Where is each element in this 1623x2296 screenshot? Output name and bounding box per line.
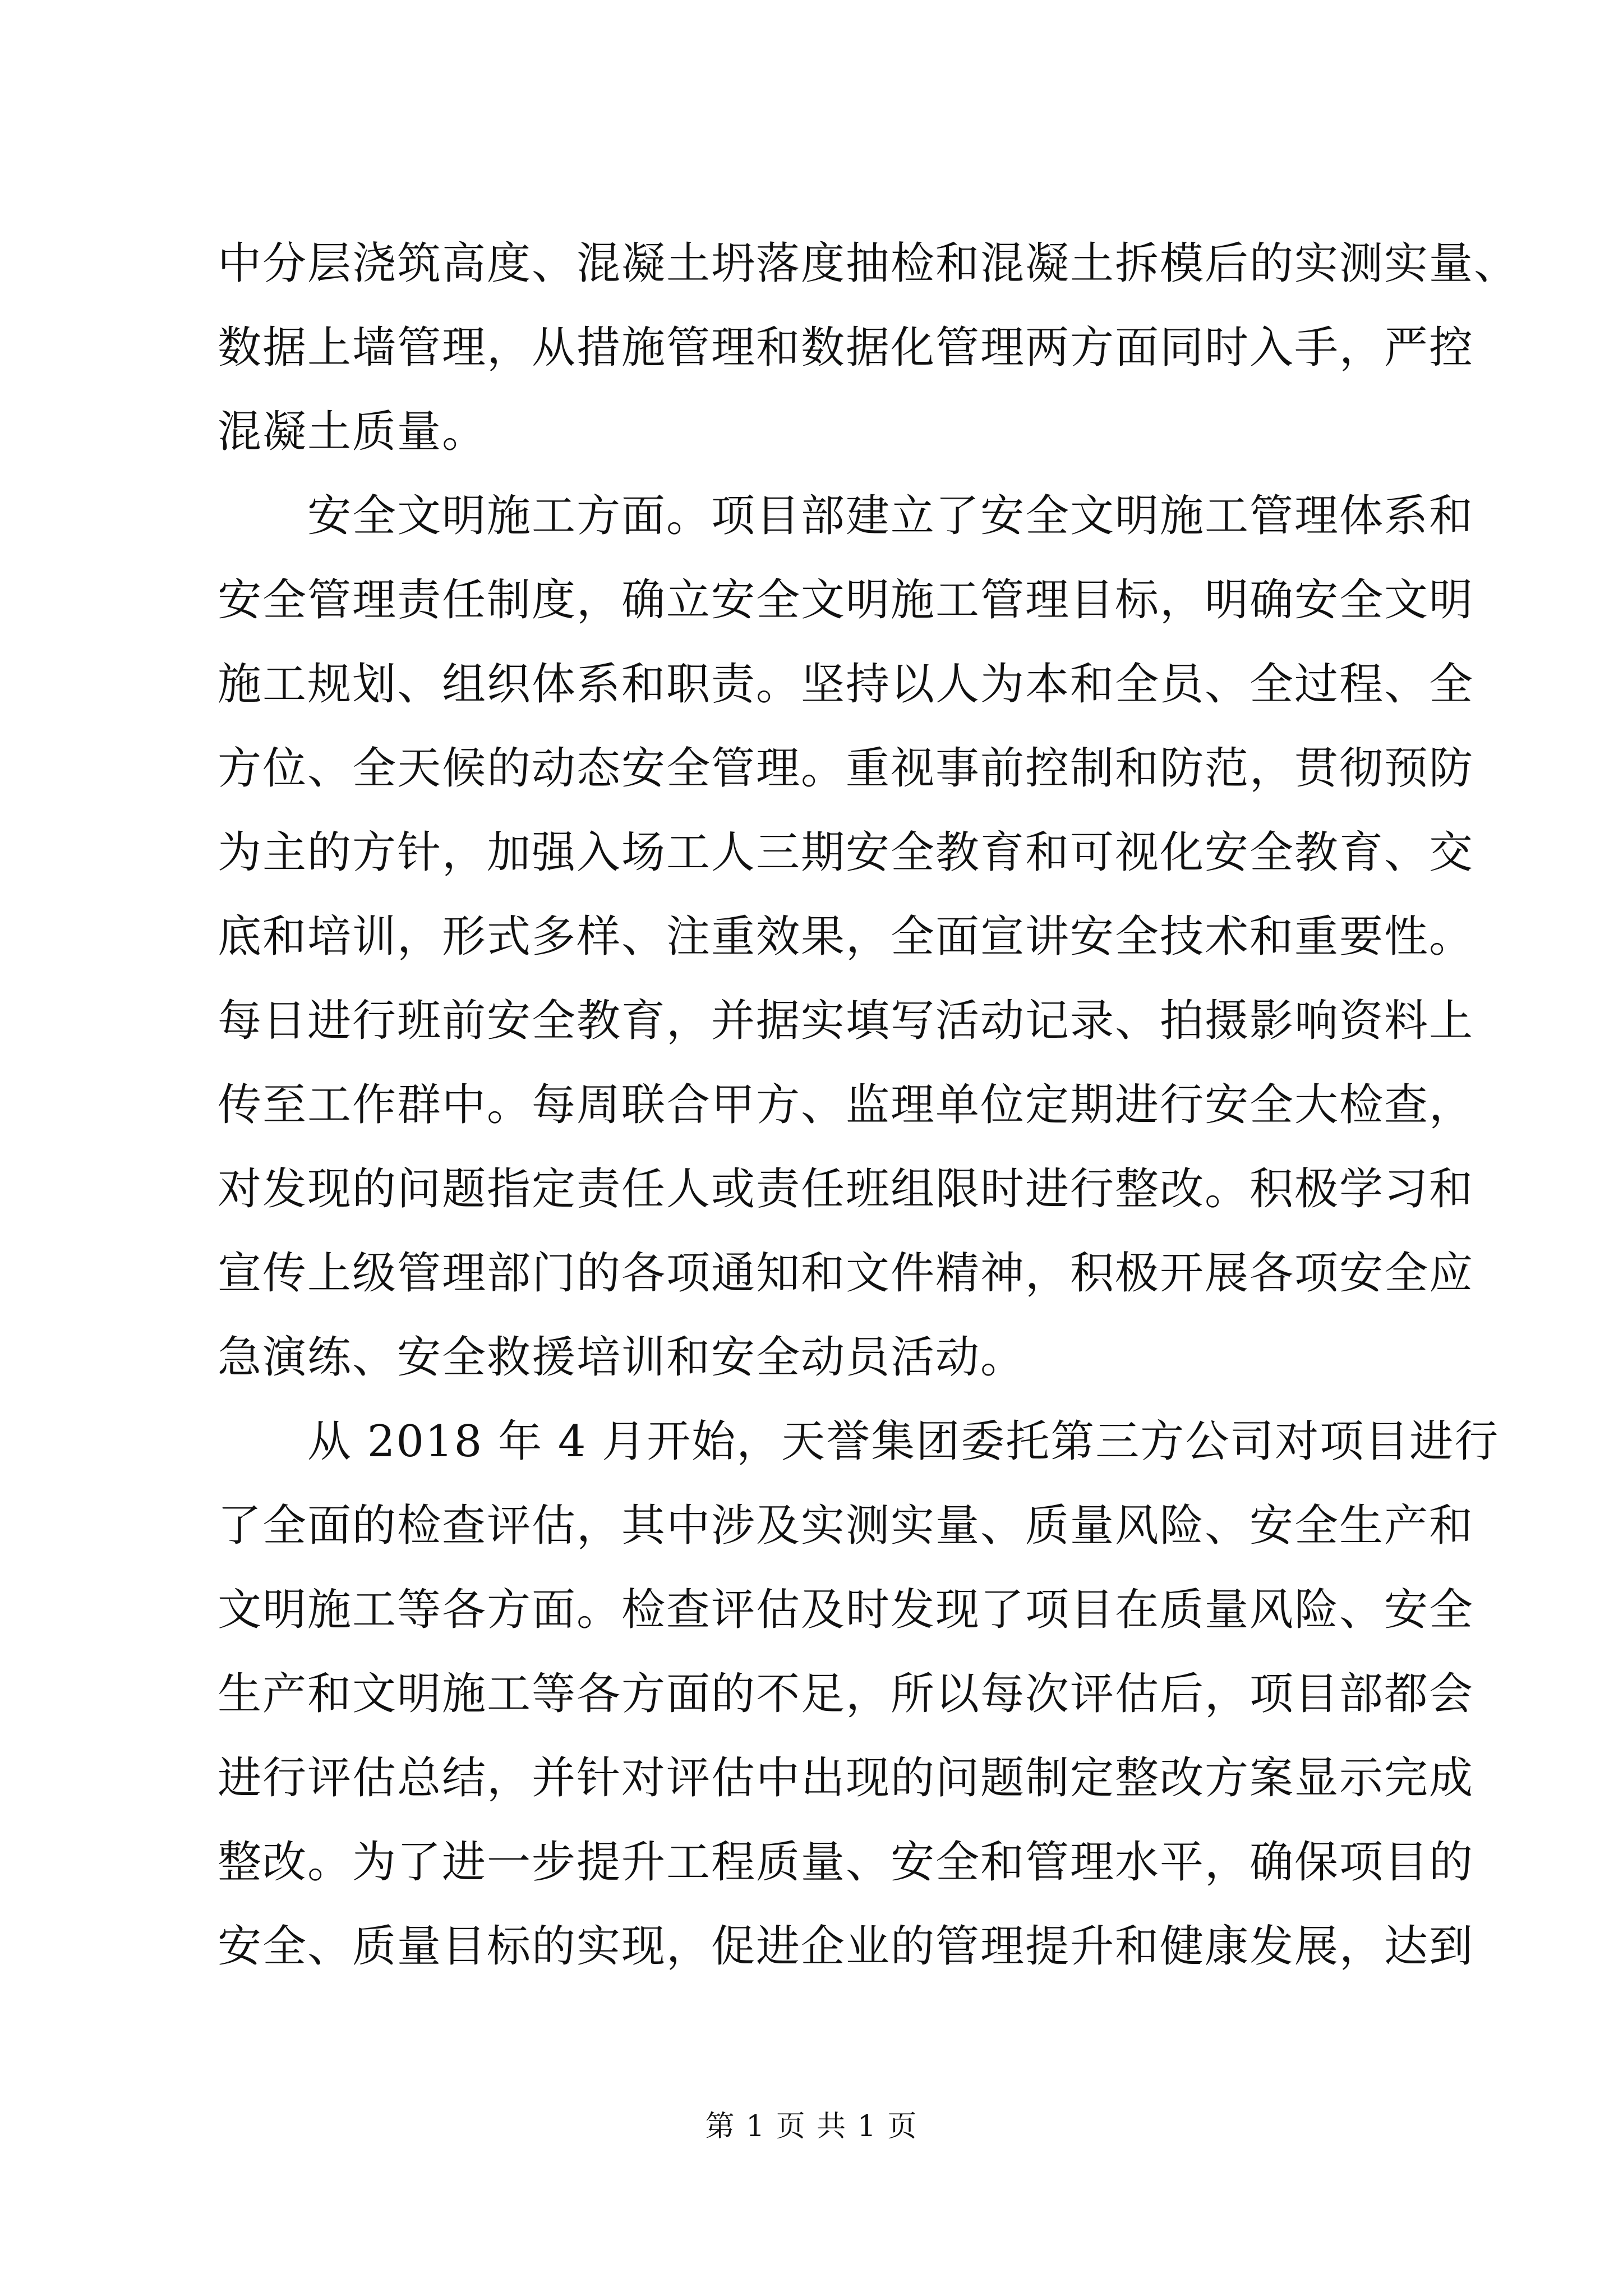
paragraph-line: 文明施工等各方面。检查评估及时发现了项目在质量风险、安全 — [218, 1585, 1474, 1635]
paragraph-line: 为主的方针，加强入场工人三期安全教育和可视化安全教育、交 — [218, 827, 1474, 878]
paragraph-line: 方位、全天候的动态安全管理。重视事前控制和防范，贯彻预防 — [218, 743, 1474, 794]
paragraph-line: 安全、质量目标的实现，促进企业的管理提升和健康发展，达到 — [218, 1921, 1474, 1972]
paragraph-line: 施工规划、组织体系和职责。坚持以人为本和全员、全过程、全 — [218, 659, 1474, 710]
paragraph-line: 中分层浇筑高度、混凝土坍落度抽检和混凝土拆模后的实测实量、 — [218, 238, 1519, 289]
paragraph-line: 对发现的问题指定责任人或责任班组限时进行整改。积极学习和 — [218, 1164, 1474, 1214]
paragraph-line: 急演练、安全救援培训和安全动员活动。 — [218, 1332, 1026, 1383]
document-body — [218, 222, 1519, 1989]
paragraph-line: 底和培训，形式多样、注重效果，全面宣讲安全技术和重要性。 — [218, 912, 1474, 962]
paragraph-line: 整改。为了进一步提升工程质量、安全和管理水平，确保项目的 — [218, 1837, 1474, 1888]
paragraph-line: 从 2018 年 4 月开始，天誉集团委托第三方公司对项目进行 — [307, 1416, 1500, 1467]
paragraph-line: 传至工作群中。每周联合甲方、监理单位定期进行安全大检查， — [218, 1080, 1474, 1130]
paragraph-line: 数据上墙管理，从措施管理和数据化管理两方面同时入手，严控 — [218, 323, 1474, 373]
paragraph-line: 生产和文明施工等各方面的不足，所以每次评估后，项目部都会 — [218, 1669, 1474, 1719]
paragraph-line: 了全面的检查评估，其中涉及实测实量、质量风险、安全生产和 — [218, 1501, 1474, 1551]
paragraph-line: 混凝土质量。 — [218, 407, 487, 457]
paragraph-line: 宣传上级管理部门的各项通知和文件精神，积极开展各项安全应 — [218, 1248, 1474, 1299]
paragraph-line: 安全管理责任制度，确立安全文明施工管理目标，明确安全文明 — [218, 575, 1474, 625]
paragraph-line: 进行评估总结，并针对评估中出现的问题制定整改方案显示完成 — [218, 1753, 1474, 1803]
paragraph-line: 每日进行班前安全教育，并据实填写活动记录、拍摄影响资料上 — [218, 996, 1474, 1046]
paragraph-line: 安全文明施工方面。项目部建立了安全文明施工管理体系和 — [307, 491, 1474, 541]
page-footer: 第 1 页 共 1 页 — [705, 2110, 918, 2143]
